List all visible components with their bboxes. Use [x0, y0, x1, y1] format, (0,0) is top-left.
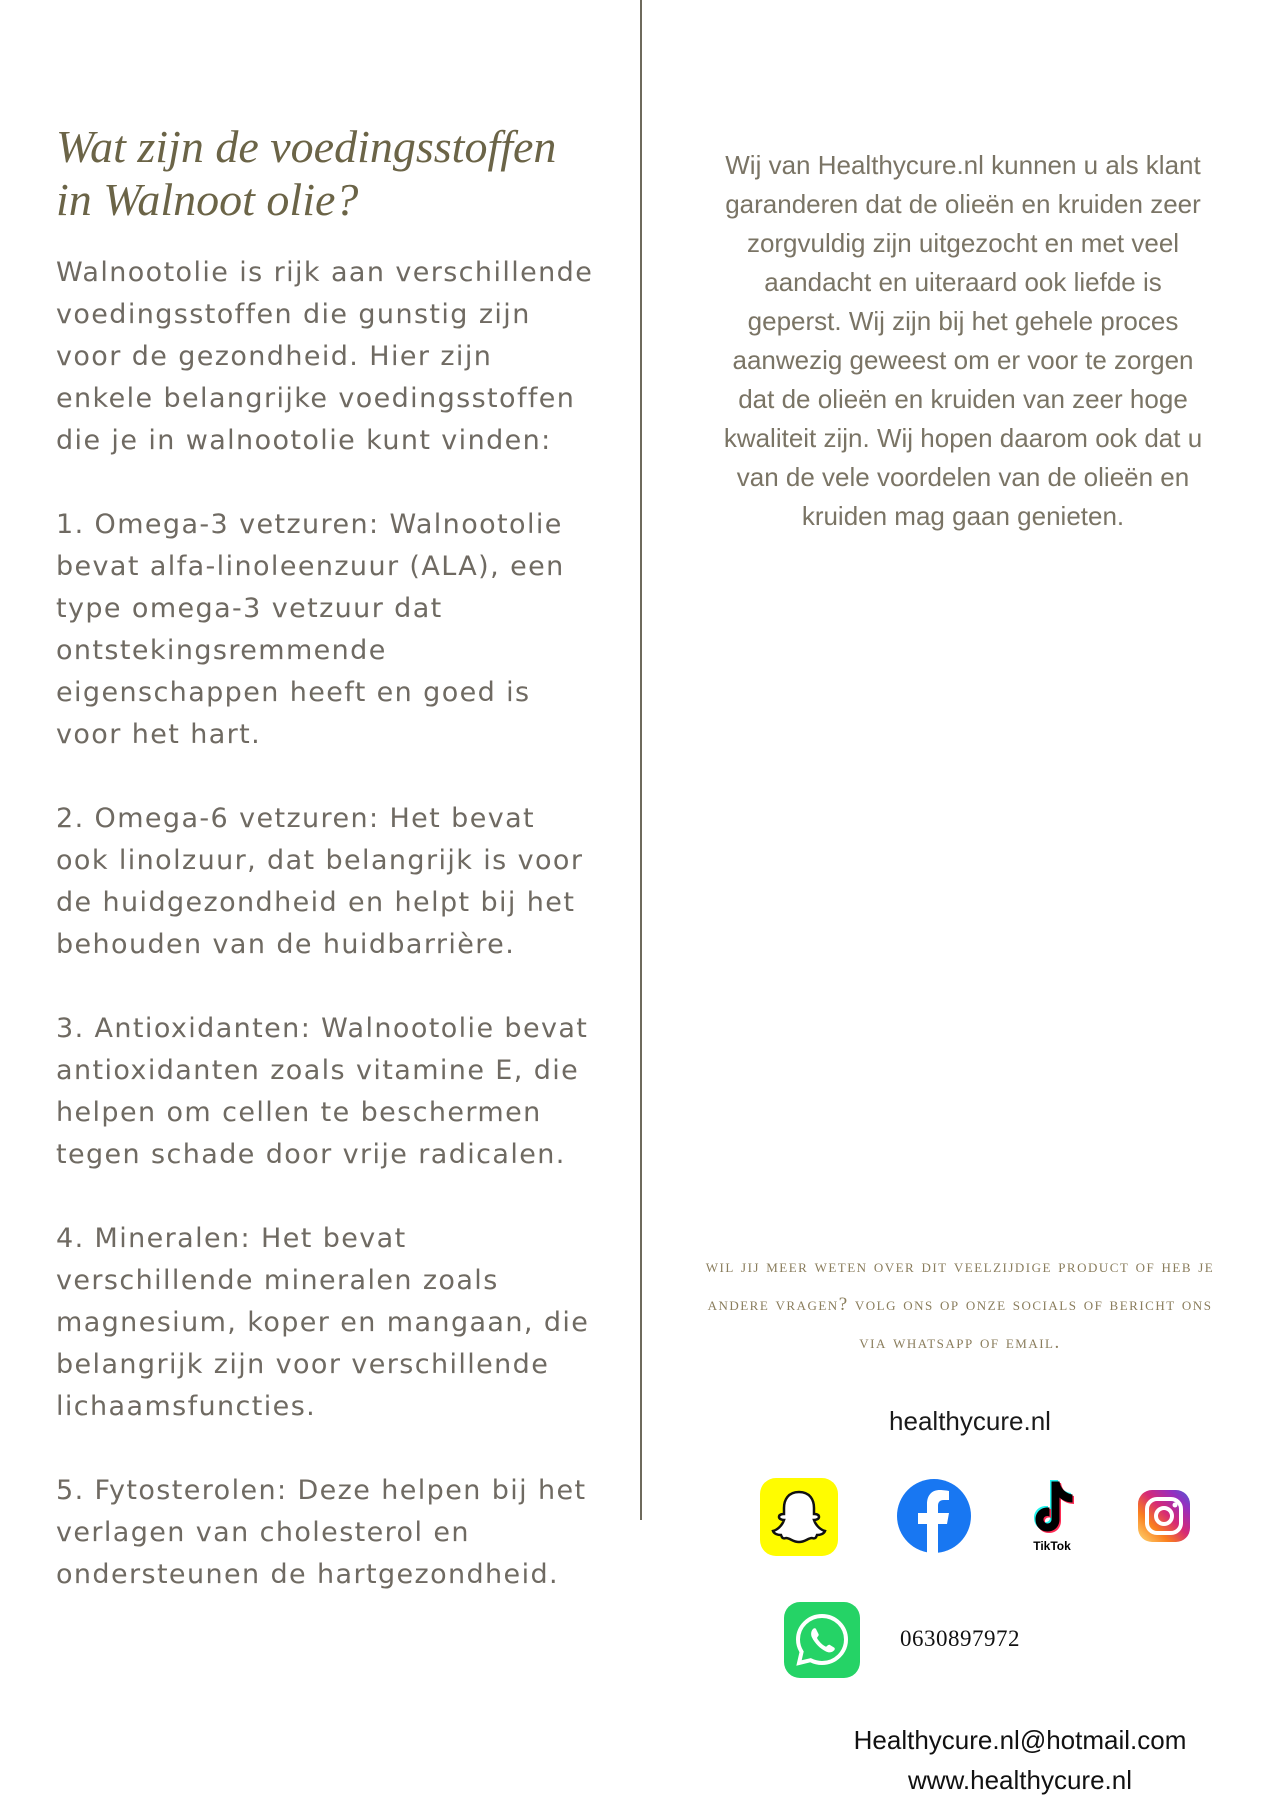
column-divider — [640, 0, 642, 1520]
contact-call-to-action — [700, 1248, 1220, 1362]
nutrient-omega6: 2. Omega-6 vetzuren: Het bevat ook linolzuur, dat belangrijk is voor de huidgezondheid en helpt bij het behouden van de huidbarrière. — [56, 803, 584, 960]
email-address[interactable]: Healthycure.nl@hotmail.com — [853, 1725, 1187, 1755]
whatsapp-icon[interactable] — [784, 1602, 860, 1678]
instagram-icon[interactable] — [1136, 1488, 1192, 1544]
tiktok-label: TikTok — [1033, 1539, 1071, 1553]
page-title: Wat zijn de voedingsstoffen in Walnoot olie? — [56, 121, 557, 225]
left-column — [56, 120, 596, 1638]
nutrient-minerals: 4. Mineralen: Het bevat verschillende mineralen zoals magnesium, koper en mangaan, die belangrijk zijn voor verschillende lichaamsfuncties. — [56, 1223, 590, 1422]
snapchat-icon[interactable] — [760, 1478, 838, 1556]
nutrient-omega3: 1. Omega-3 vetzuren: Walnootolie bevat alfa-linoleenzuur (ALA), een type omega-3 vetzuur dat ontstekingsremmende eigenschappen heeft en goed is voor het hart. — [56, 509, 565, 750]
facebook-icon[interactable] — [896, 1478, 972, 1554]
cta-text: wil jij meer weten over dit veelzijdige product of heb je andere vragen? volg ons op onze socials of bericht ons via whatsapp of email. — [705, 1256, 1215, 1353]
website-label[interactable]: healthycure.nl — [889, 1406, 1051, 1436]
nutrient-phytosterols: 5. Fytosterolen: Deze helpen bij het verlagen van cholesterol en ondersteunen de hartgezondheid. — [56, 1475, 587, 1590]
guarantee-text: Wij van Healthycure.nl kunnen u als klant garanderen dat de olieën en kruiden zeer zorgvuldig zijn uitgezocht en met veel aandacht en uiteraard ook liefde is geperst. Wij zijn bij het gehele proces aanwezig geweest om er voor te zorgen dat de olieën en kruiden van zeer hoge kwaliteit zijn. Wij hopen daarom ook dat u van de vele voordelen van de olieën en kruiden mag gaan genieten. — [723, 150, 1203, 531]
website-url[interactable]: www.healthycure.nl — [908, 1765, 1132, 1795]
phone-number[interactable]: 0630897972 — [900, 1626, 1020, 1651]
intro-paragraph: Walnootolie is rijk aan verschillende voedingsstoffen die gunstig zijn voor de gezondheid. Hier zijn enkele belangrijke voedingsstoffen die je in walnootolie kunt vinden: — [56, 257, 594, 456]
contact-block — [820, 1720, 1220, 1800]
nutrient-antioxidants: 3. Antioxidanten: Walnootolie bevat antioxidanten zoals vitamine E, die helpen om cellen te beschermen tegen schade door vrije radicalen. — [56, 1013, 589, 1170]
tiktok-icon[interactable] — [1022, 1474, 1086, 1556]
